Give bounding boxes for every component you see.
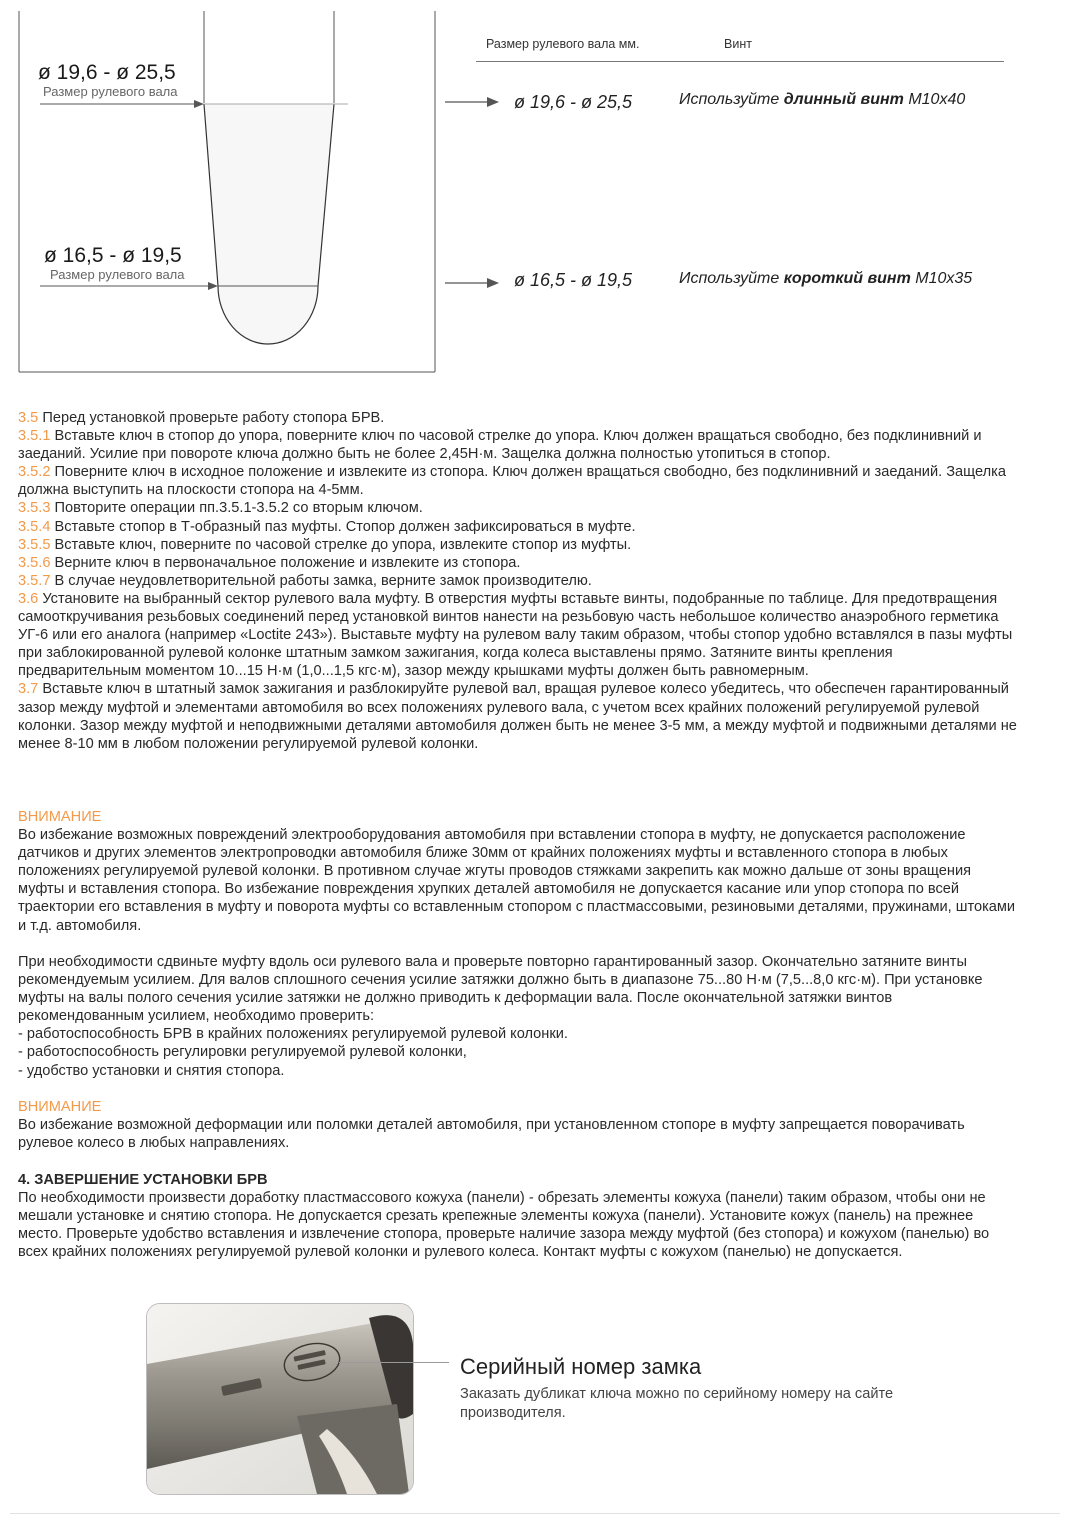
step-3-5-7: 3.5.7 В случае неудовлетворительной работы замка, верните замок производителю. [18, 572, 592, 589]
section-4 [18, 1171, 1018, 1261]
table-header-screw: Винт [724, 37, 752, 51]
warning-1-title: ВНИМАНИЕ [18, 809, 102, 825]
lock-stopper-photo [146, 1303, 414, 1495]
list-item: - работоспособность регулировки регулируемой рулевой колонки, [18, 1044, 467, 1061]
arrow-right-icon [445, 95, 499, 109]
arrow-right-icon [445, 276, 499, 290]
warning-1 [18, 808, 1018, 935]
warning-2 [18, 1098, 1018, 1152]
step-3-5-2: 3.5.2 Поверните ключ в исходное положение и извлеките из стопора. Ключ должен вращаться свободно, без подклинивний и заеданий. Защелка должна выступить на плоскости стопора на 4-5мм. [18, 464, 1006, 499]
serial-title: Серийный номер замка [460, 1354, 702, 1379]
lower-size-caption: Размер рулевого вала [50, 267, 185, 282]
section-4-title: 4. ЗАВЕРШЕНИЕ УСТАНОВКИ БРВ [18, 1172, 268, 1188]
step-3-5-5: 3.5.5 Вставьте ключ, поверните по часовой стрелке до упора, извлеките стопор из муфты. [18, 536, 632, 553]
step-3-5-3: 3.5.3 Повторите операции пп.3.5.1-3.5.2 со вторым ключом. [18, 500, 423, 517]
checks-paragraph [18, 953, 1018, 1080]
list-item: - удобство установки и снятия стопора. [18, 1062, 285, 1079]
warning-2-title: ВНИМАНИЕ [18, 1099, 102, 1115]
list-item: - работоспособность БРВ в крайних положениях регулируемой рулевой колонки. [18, 1026, 568, 1043]
table-header-size: Размер рулевого вала мм. [486, 37, 640, 51]
callout-line [339, 1362, 449, 1363]
step-3-5-4: 3.5.4 Вставьте стопор в Т-образный паз муфты. Стопор должен зафиксироваться в муфте. [18, 518, 636, 535]
section-4-text: По необходимости произвести доработку пластмассового кожуха (панели) - обрезать элементы кожуха (панели) таким образом, чтобы они не мешали установке и снятию стопора. Не допускается срезать крепежные элементы кожуха (панели). Установите кожух (панель) на прежнее место. Проверьте удобство вставления и извлечение стопора, проверьте наличие зазора между муфтой (без стопора) и кожухом (панелью) во всех крайних положениях регулируемой рулевой колонки и рулевого колеса. Контакт муфты с кожухом (панелью) не допускается. [18, 1190, 990, 1261]
step-3-5-6: 3.5.6 Верните ключ в первоначальное положение и извлеките из стопора. [18, 554, 521, 571]
warning-2-text: Во избежание возможной деформации или поломки деталей автомобиля, при установленном стопоре в муфту запрещается поворачивать рулевое колесо в любых направлениях. [18, 1117, 965, 1152]
table-row-2-range: ø 16,5 - ø 19,5 [514, 270, 633, 290]
checks-intro: При необходимости сдвиньте муфту вдоль оси рулевого вала и проверьте повторно гарантированный зазор. Окончательно затяните винты рекомендуемым усилием. Для валов сплошного сечения усилие затяжки должно быть в диапазоне 75...80 Н·м (7,5...8,0 кгс·м). При установке муфты на валы полого сечения усилие затяжки не должно приводить к деформации вала. После окончательной затяжки винтов рекомендованным усилием, необходимо проверить: [18, 954, 983, 1025]
step-3-5-1: 3.5.1 Вставьте ключ в стопор до упора, поверните ключ по часовой стрелке до упора. Ключ должен вращаться свободно, без подклинивний и заеданий. Усилие при повороте ключа должно быть не более 2,45Н·м. Защелка должна полностью утопиться в стопор. [18, 428, 982, 463]
lower-size-range: ø 16,5 - ø 19,5 [44, 244, 182, 267]
table-row-1-screw: Используйте длинный винт M10x40 [679, 91, 966, 108]
upper-size-caption: Размер рулевого вала [43, 84, 178, 99]
warning-1-text: Во избежание возможных повреждений электрооборудования автомобиля при вставлении стопора в муфту, не допускается расположение датчиков и других элементов электропроводки автомобиля ближе 30мм от крайних положениях муфты и вставленного стопора в любых положениях регулируемой рулевой колонки. В противном случае жгуты проводов стяжками закрепить как можно дальше от зоны вращения муфты и вставления стопора. Во избежание повреждения хрупких деталей автомобиля не допускается касание или упор стопора по всей траектории его вставления в муфту и поворота муфты со вставленным стопором с пластмассовыми, резиновыми деталями, пружинами, штоками и т.д. автомобиля. [18, 827, 1016, 934]
steps-block [18, 409, 1018, 753]
table-row-1-range: ø 19,6 - ø 25,5 [514, 92, 633, 112]
bottom-divider [10, 1513, 1060, 1514]
table-row-2-screw: Используйте короткий винт M10x35 [679, 270, 973, 287]
step-3-5: 3.5 Перед установкой проверьте работу стопора БРВ. [18, 410, 385, 426]
step-3-7: 3.7 Вставьте ключ в штатный замок зажигания и разблокируйте рулевой вал, вращая рулевое колесо убедитесь, что обеспечен гарантированный зазор между муфтой и элементами автомобиля во всех положениях рулевого вала, с учетом всех крайних положений регулируемой рулевой колонки. Зазор между муфтой и неподвижными деталями автомобиля должен быть не менее 3-5 мм, а между муфтой и подвижными деталями не менее 8-10 мм в любом положении регулируемой рулевой колонки. [18, 681, 1017, 752]
upper-size-range: ø 19,6 - ø 25,5 [38, 61, 176, 84]
serial-description: Заказать дубликат ключа можно по серийному номеру на сайте производителя. [460, 1386, 894, 1421]
table-divider [476, 61, 1004, 62]
step-3-6: 3.6 Установите на выбранный сектор рулевого вала муфту. В отверстия муфты вставьте винты, подобранные по таблице. Для предотвращения самооткручивания резьбовых соединений перед установкой винтов нанести на резьбовую часть небольшое количество анаэробного герметика УГ-6 или его аналога (например «Loctite 243»). Выставьте муфту на рулевом валу таким образом, чтобы стопор удобно вставлялся в пазы муфты при заблокированной рулевой колонке штатным замком зажигания, когда колеса выставлены прямо. Затяните винты крепления предварительным моментом 10...15 Н·м (1,0...1,5 кгс·м), зазор между крышками муфты должен быть равномерным. [18, 590, 1013, 680]
